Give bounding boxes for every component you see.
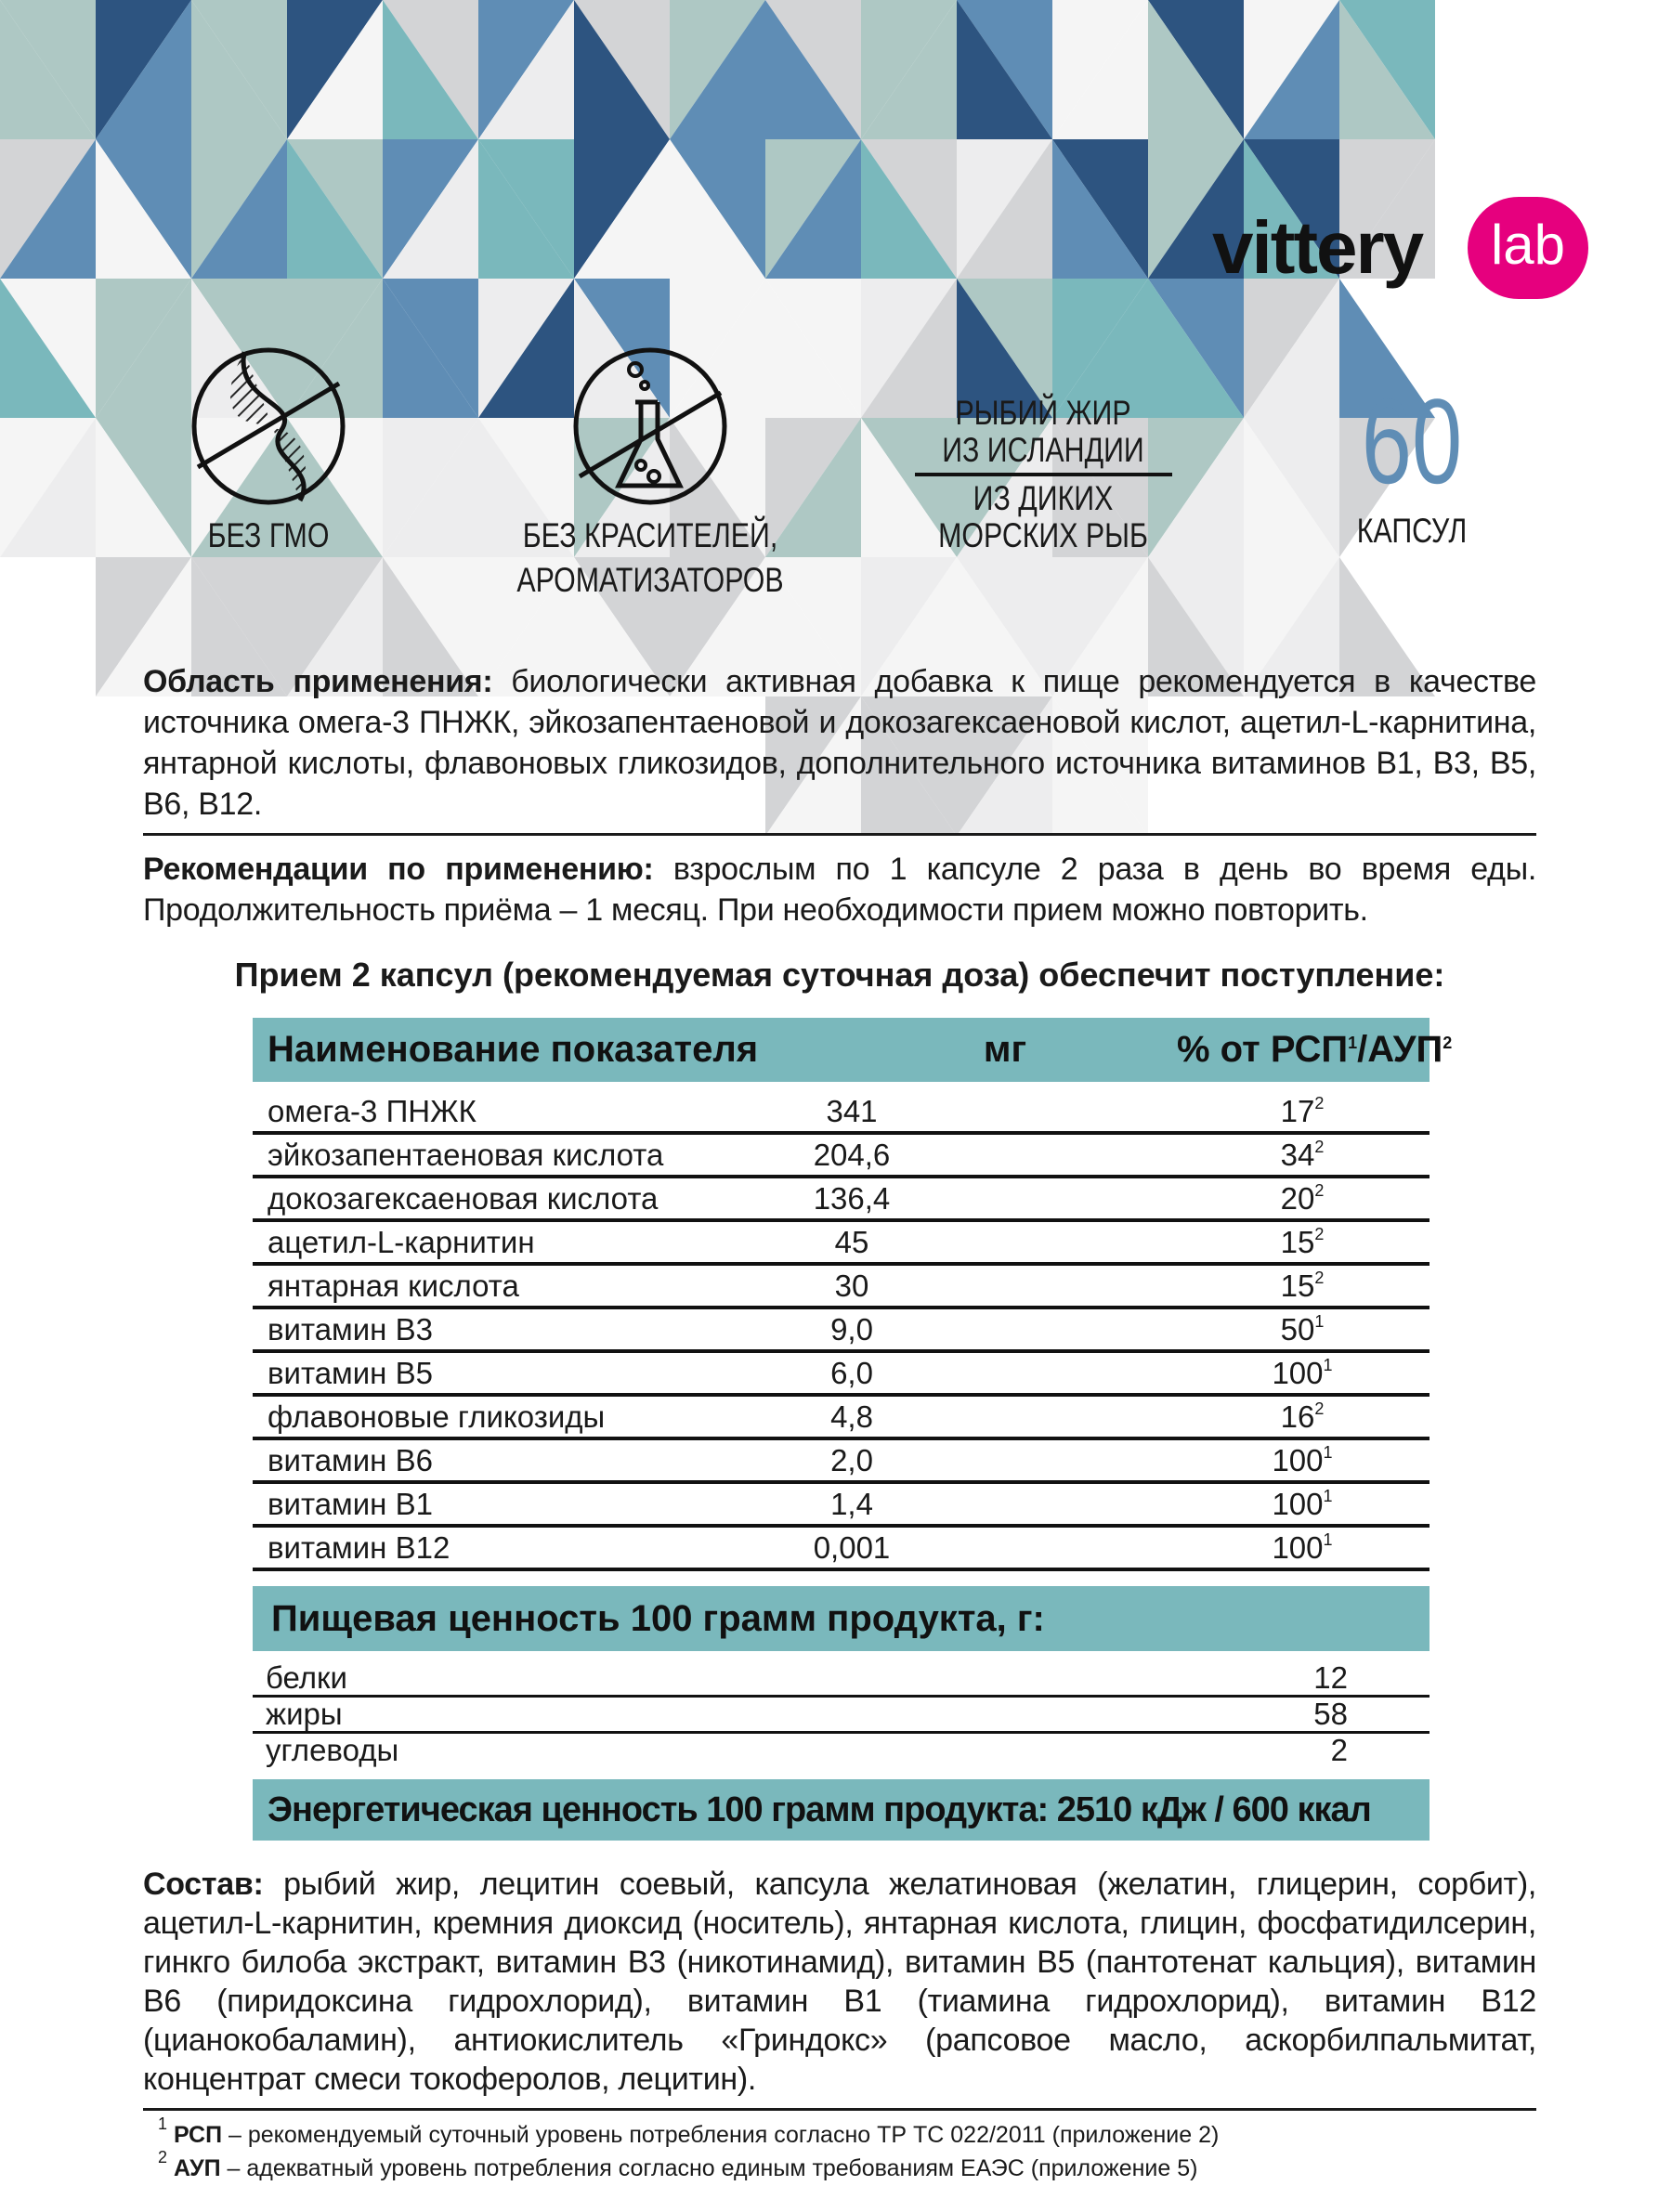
header-pct: % от РСП$^1$/АУП$^2$ [1177, 1029, 1453, 1070]
nutrient-pct: $100^1$ [1272, 1487, 1333, 1521]
nutrient-pct: $34^2$ [1280, 1138, 1325, 1172]
nutrient-name: витамин B5 [268, 1356, 433, 1390]
nutrient-name: витамин B3 [268, 1312, 433, 1347]
nutrient-mg: 45 [834, 1225, 869, 1259]
nutrient-pct: $15^2$ [1280, 1269, 1325, 1303]
footnote-1: $^1$ РСП – рекомендуемый суточный уровень потребления согласно ТР ТС 022/2011 (приложение 2) [158, 2114, 1220, 2148]
nutrient-mg: 0,001 [813, 1530, 891, 1565]
energy-value: Энергетическая ценность 100 грамм продукта: 2510 кДж / 600 ккал [268, 1790, 1371, 1829]
nutrient-name: омега-3 ПНЖК [268, 1094, 477, 1128]
table-header [253, 1018, 1453, 1082]
composition-paragraph [143, 1865, 1536, 2099]
usage-paragraph [143, 661, 1536, 825]
table-row [253, 1091, 1430, 1135]
composition-text: рыбий жир, лецитин соевый, капсула желатиновая (желатин, глицерин, сорбит), ацетил-L-карнитин, кремния диоксид (носитель), янтарная кислота, глицин, фосфатидилсерин, гинкго билоба экстракт, витамин B3 (никотинамид), витамин B5 (пантотенат кальция), витамин B6 (пиридоксина гидрохлорид), витамин B1 (тиамина гидрохлорид), витамин B12 (цианокобаламин), антиокислитель «Гриндокс» (рапсовое масло, аскорбилпальмитат, концентрат смеси токоферолов, лецитин). [143, 1867, 1536, 2097]
nutrient-name: докозагексаеновая кислота [268, 1181, 659, 1216]
badge-fish-line3: ИЗ ДИКИХ [973, 479, 1114, 517]
nutrient-mg: 1,4 [830, 1487, 873, 1521]
nutrient-mg: 204,6 [813, 1138, 891, 1172]
brand-logo: vittery [1212, 206, 1423, 289]
recommend-text: взрослым по 1 капсуле 2 раза в день во время еды. Продолжительность приёма – 1 месяц. При необходимости прием можно повторить. [143, 852, 1536, 928]
table-row [253, 1309, 1430, 1353]
nutrient-name: витамин B1 [268, 1487, 433, 1521]
table-row [253, 1222, 1430, 1266]
no-dyes-flask-icon [570, 346, 730, 506]
badge-no-dyes-line1: БЕЗ КРАСИТЕЛЕЙ, [522, 516, 778, 554]
nutrient-mg: 30 [834, 1269, 869, 1303]
nutrient-mg: 136,4 [813, 1181, 891, 1216]
nutrient-pct: $15^2$ [1280, 1225, 1325, 1259]
nutrition-row [253, 1698, 1430, 1734]
table-row [253, 1397, 1430, 1440]
nutrition-value: 12 [1313, 1660, 1348, 1695]
badge-fish-line2: ИЗ ИСЛАНДИИ [942, 431, 1144, 469]
badge-fish-line4: МОРСКИХ РЫБ [938, 516, 1148, 554]
nutrient-mg: 4,8 [830, 1399, 873, 1434]
recommend-label: Рекомендации по применению: [143, 852, 654, 887]
nutrition-name: белки [266, 1660, 347, 1695]
divider [143, 2108, 1536, 2111]
nutrient-mg: 9,0 [830, 1312, 873, 1347]
nutrition-value: 2 [1330, 1733, 1348, 1767]
usage-label: Область применения: [143, 664, 493, 699]
nutrition-value: 58 [1313, 1697, 1348, 1731]
table-row [253, 1135, 1430, 1178]
badge-no-dyes-line2: АРОМАТИЗАТОРОВ [516, 561, 784, 599]
energy-bar [253, 1779, 1430, 1841]
dose-title: Прием 2 капсул (рекомендуемая суточная доза) обеспечит поступление: [234, 956, 1445, 994]
capsule-count-label: КАПСУЛ [1356, 512, 1468, 550]
table-row [253, 1528, 1430, 1571]
badge-no-gmo: БЕЗ ГМО [207, 516, 330, 554]
nutrient-mg: 2,0 [830, 1443, 873, 1477]
nutrient-pct: $20^2$ [1280, 1181, 1325, 1216]
nutrient-pct: $16^2$ [1280, 1399, 1325, 1434]
nutrient-pct: $17^2$ [1280, 1094, 1325, 1128]
header-name: Наименование показателя [268, 1029, 759, 1070]
recommend-paragraph [143, 849, 1536, 930]
table-row [253, 1178, 1430, 1222]
badge-fish-divider [915, 473, 1172, 476]
nutrition-row [253, 1661, 1430, 1698]
table-row [253, 1353, 1430, 1397]
nutrient-name: витамин B12 [268, 1530, 450, 1565]
brand-logo-lab-badge: lab [1468, 197, 1588, 299]
capsule-count: 60 [1361, 373, 1463, 509]
nutrition-header [253, 1586, 1430, 1651]
usage-text: биологически активная добавка к пище рекомендуется в качестве источника омега-3 ПНЖК, эйкозапентаеновой и докозагексаеновой кислот, ацетил-L-карнитина, янтарной кислоты, флавоновых гликозидов, дополнительного источника витаминов B1, B3, B5, B6, B12. [143, 664, 1536, 822]
nutrient-mg: 341 [826, 1094, 878, 1128]
nutrition-row [253, 1734, 1430, 1770]
table-row [253, 1440, 1430, 1484]
divider [143, 833, 1536, 836]
nutrition-name: углеводы [266, 1733, 399, 1767]
nutrition-name: жиры [266, 1697, 343, 1731]
nutrient-name: ацетил-L-карнитин [268, 1225, 535, 1259]
nutrition-title: Пищевая ценность 100 грамм продукта, г: [271, 1598, 1045, 1639]
nutrient-pct: $100^1$ [1272, 1530, 1333, 1565]
no-gmo-dna-icon [189, 346, 348, 506]
badge-fish-line1: РЫБИЙ ЖИР [955, 394, 1131, 432]
footnote-2: $^2$ АУП – адекватный уровень потребления согласно единым требованиям ЕАЭС (приложение 5) [158, 2148, 1198, 2181]
nutrient-name: янтарная кислота [268, 1269, 519, 1303]
nutrient-name: витамин B6 [268, 1443, 433, 1477]
composition-label: Состав: [143, 1867, 264, 1902]
nutrient-name: флавоновые гликозиды [268, 1399, 606, 1434]
table-row [253, 1484, 1430, 1528]
nutrient-mg: 6,0 [830, 1356, 873, 1390]
nutrient-pct: $50^1$ [1280, 1312, 1325, 1347]
nutrient-pct: $100^1$ [1272, 1443, 1333, 1477]
nutrient-pct: $100^1$ [1272, 1356, 1333, 1390]
table-row [253, 1266, 1430, 1309]
header-mg: мг [983, 1029, 1027, 1070]
nutrient-name: эйкозапентаеновая кислота [268, 1138, 664, 1172]
